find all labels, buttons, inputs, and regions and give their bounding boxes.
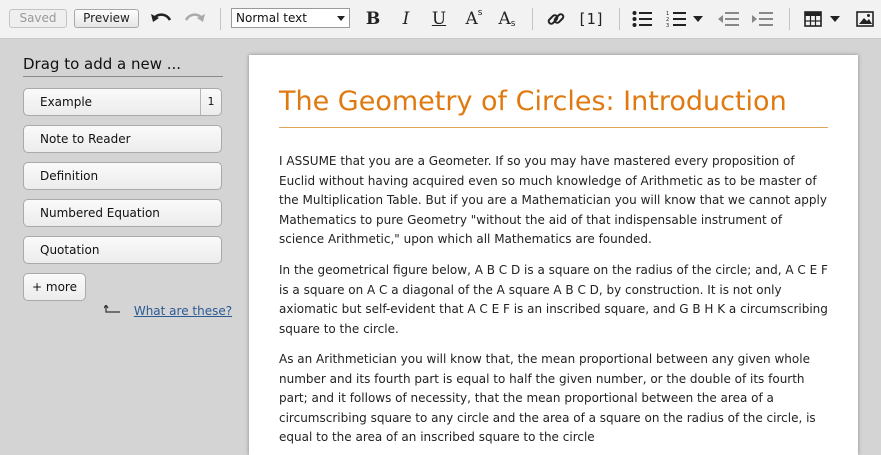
subscript-button[interactable]: [494, 8, 520, 30]
bold-button[interactable]: B: [365, 9, 381, 29]
footnote-button[interactable]: [1]: [577, 10, 605, 28]
sidebar-title: Drag to add a new ...: [23, 55, 223, 77]
toolbar-separator: [532, 8, 533, 30]
text-style-value: Normal text: [236, 11, 307, 25]
editor-toolbar: [0, 0, 881, 39]
block-numbered-equation[interactable]: [23, 199, 222, 227]
document-page[interactable]: [249, 55, 858, 455]
outdent-icon[interactable]: [715, 8, 741, 30]
redo-icon[interactable]: [182, 8, 208, 30]
arrow-return-icon: [104, 305, 122, 315]
undo-icon[interactable]: [148, 8, 174, 30]
block-count-badge: 1: [200, 89, 221, 115]
subscript-letter: A: [498, 9, 511, 29]
more-blocks-button[interactable]: + more: [23, 273, 86, 301]
link-icon[interactable]: [544, 8, 568, 30]
italic-button[interactable]: I: [402, 9, 410, 29]
saved-button[interactable]: Saved: [9, 9, 67, 28]
paragraph-3[interactable]: As an Arithmetician you will know that, the mean proportional between any given whole number and its fourth part is equal to half the given number, or the double of its fourth part; and it follows of necessity, that the mean proportional between the area of a circumscribing square to any circle and the area of a square on the radius of the circle, is equal to the area of an inscribed square to the circle: [279, 352, 816, 444]
block-example[interactable]: [23, 88, 222, 116]
block-label: Numbered Equation: [40, 206, 160, 220]
toolbar-separator: [619, 8, 620, 30]
toolbar-separator: [789, 8, 790, 30]
what-are-these-link[interactable]: What are these?: [133, 304, 233, 318]
block-label: Note to Reader: [40, 132, 131, 146]
indent-icon[interactable]: [749, 8, 775, 30]
block-palette-sidebar: [0, 40, 246, 455]
paragraph-2[interactable]: In the geometrical figure below, A B C D is a square on the radius of the circle; and, A C E F is a square on A C a diagonal of the A square A B C D, by construction. It is not only axiomatic but self-evident that A C E F is an inscribed square, and G B H K a circumscribing square to the circle.: [279, 263, 828, 336]
chevron-down-icon[interactable]: [692, 14, 704, 24]
help-row: [104, 304, 232, 318]
block-label: Example: [40, 95, 93, 109]
superscript-button[interactable]: [461, 8, 487, 30]
subscript-mark: s: [510, 19, 516, 29]
numbered-list-icon[interactable]: [664, 8, 688, 30]
svg-text:1: 1: [666, 11, 670, 17]
table-icon[interactable]: [801, 8, 825, 30]
preview-button[interactable]: Preview: [74, 9, 139, 28]
bullet-list-icon[interactable]: [630, 8, 654, 30]
underline-button[interactable]: U: [431, 9, 447, 29]
text-style-select[interactable]: [231, 8, 350, 28]
svg-text:2: 2: [666, 17, 670, 23]
svg-text:3: 3: [666, 23, 670, 28]
image-icon[interactable]: [853, 8, 877, 30]
document-title[interactable]: The Geometry of Circles: Introduction: [279, 86, 828, 128]
chevron-down-icon[interactable]: [829, 14, 841, 24]
block-definition[interactable]: [23, 162, 222, 190]
superscript-mark: s: [477, 8, 483, 18]
chevron-down-icon: [337, 16, 345, 21]
block-label: Quotation: [40, 243, 100, 257]
block-quotation[interactable]: [23, 236, 222, 264]
superscript-letter: A: [465, 9, 478, 29]
toolbar-separator: [220, 8, 221, 30]
block-note-to-reader[interactable]: [23, 125, 222, 153]
block-label: Definition: [40, 169, 99, 183]
paragraph-1[interactable]: I ASSUME that you are a Geometer. If so you may have mastered every proposition of Euclid without having acquired even so much knowledge of Arithmetic as to be master of the Multiplication Table. But if you are a Mathematician you will know that we cannot apply Mathematics to pure Geometry "without the aid of that indispensable instrument of science Arithmetic," upon which all Mathematics are founded.: [279, 154, 827, 246]
